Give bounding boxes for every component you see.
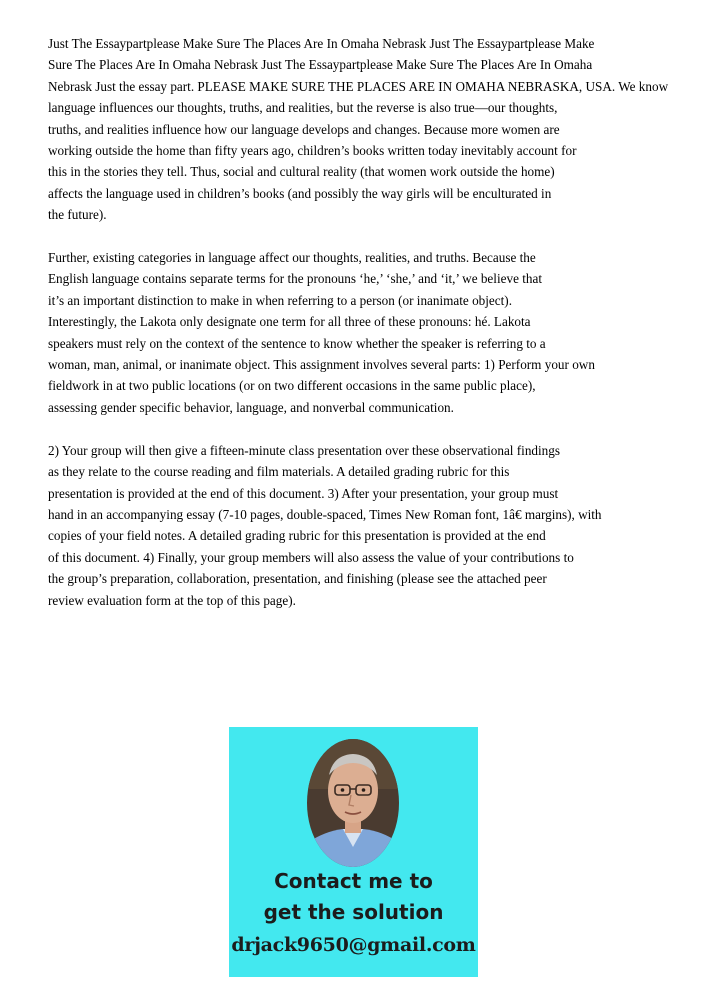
text-line: affects the language used in children’s books (and possibly the way girls will be enculturated in xyxy=(48,185,552,201)
contact-promo-card xyxy=(229,727,478,977)
text-line: the future). xyxy=(48,207,107,223)
text-line: fieldwork in at two public locations (or on two different occasions in the same public place), xyxy=(48,378,536,394)
text-line: language influences our thoughts, truths, and realities, but the reverse is also true—our thoughts, xyxy=(48,100,558,116)
promo-heading-line-2: get the solution xyxy=(263,900,444,924)
text-line: the group’s preparation, collaboration, presentation, and finishing (please see the attached peer xyxy=(48,571,547,587)
text-line: speakers must rely on the context of the sentence to know whether the speaker is referring to a xyxy=(48,335,546,351)
text-line: working outside the home than fifty years ago, children’s books written today inevitably account for xyxy=(48,143,577,159)
text-line: as they relate to the course reading and film materials. A detailed grading rubric for this xyxy=(48,464,510,480)
text-line: woman, man, animal, or inanimate object. This assignment involves several parts: 1) Perform your own xyxy=(48,357,595,373)
paragraph-3 xyxy=(48,440,708,611)
text-line: Nebrask Just the essay part. PLEASE MAKE SURE THE PLACES ARE IN OMAHA NEBRASKA, USA. We know xyxy=(48,78,669,94)
text-line: review evaluation form at the top of this page). xyxy=(48,592,296,608)
text-line: it’s an important distinction to make in when referring to a person (or inanimate object). xyxy=(48,292,512,308)
contact-email: drjack9650@gmail.com xyxy=(231,934,476,956)
text-line: this in the stories they tell. Thus, social and cultural reality (that women work outside the home) xyxy=(48,164,555,180)
text-line: presentation is provided at the end of this document. 3) After your presentation, your group must xyxy=(48,485,559,501)
text-line: copies of your field notes. A detailed grading rubric for this presentation is provided at the end xyxy=(48,528,546,544)
text-line: Sure The Places Are In Omaha Nebrask Just The Essaypartplease Make Sure The Places Are In Omaha xyxy=(48,57,593,73)
text-line: Just The Essaypartplease Make Sure The Places Are In Omaha Nebrask Just The Essaypartplease Make xyxy=(48,36,595,51)
text-line: of this document. 4) Finally, your group members will also assess the value of your contributions to xyxy=(48,549,574,565)
paragraph-2 xyxy=(48,247,708,418)
promo-heading-line-1: Contact me to xyxy=(274,869,433,893)
text-line: assessing gender specific behavior, language, and nonverbal communication. xyxy=(48,399,454,415)
text-line: truths, and realities influence how our language develops and changes. Because more women are xyxy=(48,121,560,137)
text-line: hand in an accompanying essay (7-10 pages, double-spaced, Times New Roman font, 1â€ margins), with xyxy=(48,506,602,522)
text-line: 2) Your group will then give a fifteen-minute class presentation over these observational findings xyxy=(48,442,560,458)
text-line: Further, existing categories in language affect our thoughts, realities, and truths. Because the xyxy=(48,250,536,266)
text-line: English language contains separate terms for the pronouns ‘he,’ ‘she,’ and ‘it,’ we believe that xyxy=(48,271,542,287)
document-body xyxy=(48,33,708,632)
text-line: Interestingly, the Lakota only designate one term for all three of these pronouns: hé. Lakota xyxy=(48,314,531,330)
person-portrait-icon xyxy=(307,739,399,867)
paragraph-1 xyxy=(48,33,708,226)
